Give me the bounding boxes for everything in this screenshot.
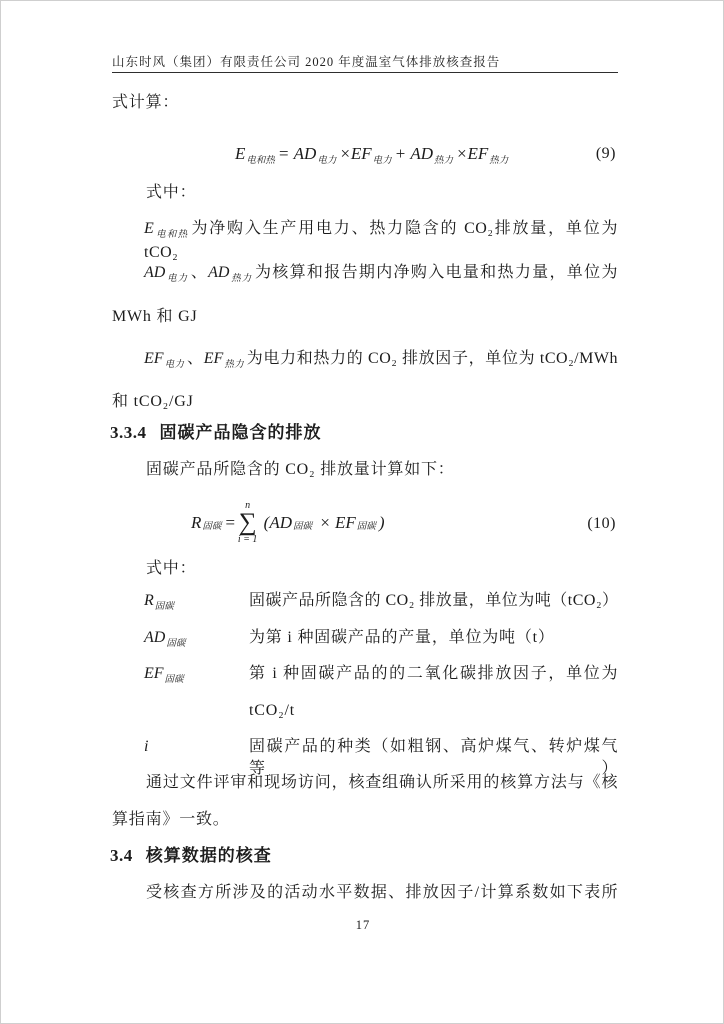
term-ef-desc-continuation: tCO₂/t: [249, 702, 295, 719]
term-i-desc: 固碳产品的种类（如粗钢、高炉煤气、转炉煤气等）: [249, 738, 618, 777]
section-heading-3-4: [110, 844, 272, 867]
term-ad: $AD_{固碳}$: [144, 629, 186, 649]
section-title: 核算数据的核查: [145, 846, 272, 865]
conclusion-line-1: 通过文件评审和现场访问，核查组确认所采用的核算方法与《核: [146, 774, 618, 791]
term-r: $R_{固碳}$: [144, 592, 174, 612]
term-r-desc: 固碳产品所隐含的 CO₂ 排放量，单位为吨（tCO₂）: [249, 592, 619, 609]
para-before-formula-10: 固碳产品所隐含的 CO₂ 排放量计算如下：: [146, 461, 455, 478]
term-ef-desc: 第 i 种固碳产品的的二氧化碳排放因子，单位为: [249, 665, 618, 682]
def-e-line: $E_{电和热}$ 为净购入生产用电力、热力隐含的 CO₂排放量，单位为 tCO₂: [144, 220, 618, 261]
term-ef: $EF_{固碳}$: [144, 665, 184, 685]
term-i: i: [144, 738, 149, 755]
conclusion-line-2: 算指南》一致。: [112, 811, 230, 828]
term-ad-desc: 为第 i 种固碳产品的产量，单位为吨（t）: [249, 629, 555, 646]
formula-9-number: (9): [595, 145, 616, 162]
formula-10-number: (10): [587, 515, 616, 532]
intro-line: 式计算：: [112, 94, 180, 111]
sigma-symbol: ∑: [238, 509, 257, 537]
formula-10: [112, 495, 618, 551]
def-ef-continuation: 和 tCO₂/GJ: [112, 393, 194, 410]
section-title: 固碳产品隐含的排放: [159, 423, 322, 442]
running-header-title: 山东时风（集团）有限责任公司 2020 年度温室气体排放核查报告: [112, 55, 501, 69]
section-heading-3-3-4: [110, 421, 322, 444]
def-ad-continuation: MWh 和 GJ: [112, 308, 198, 325]
section-number: 3.4: [110, 846, 133, 865]
summation: n ∑ i = 1: [237, 500, 258, 545]
para-3-4: 受核查方所涉及的活动水平数据、排放因子/计算系数如下表所: [146, 884, 618, 901]
def-ef-line: $EF_{电力}$ 、$EF_{热力}$ 为电力和热力的 CO₂ 排放因子，单位为 tCO₂/MWh: [144, 350, 618, 370]
where-line-1: 式中：: [146, 184, 197, 201]
section-number: 3.3.4: [110, 423, 147, 442]
page-number: 17: [355, 918, 371, 932]
formula-9: [112, 142, 618, 169]
formula-10-lhs: R: [191, 513, 202, 532]
formula-9-body: $E_{电和热} = AD_{电力} \times EF_{电力} + AD_{热力} \times EF_{热力}$: [235, 144, 509, 166]
formula-10-body: R 固碳 = n ∑ i = 1 ( AD 固碳 × EF 固碳 ): [191, 500, 385, 545]
formula-9-lhs: E: [235, 144, 246, 163]
def-ad-line: $AD_{电力}$ 、$AD_{热力}$ 为核算和报告期内净购入电量和热力量，单位为: [144, 264, 618, 284]
where-line-2: 式中：: [146, 560, 197, 577]
header-rule: [112, 72, 618, 73]
